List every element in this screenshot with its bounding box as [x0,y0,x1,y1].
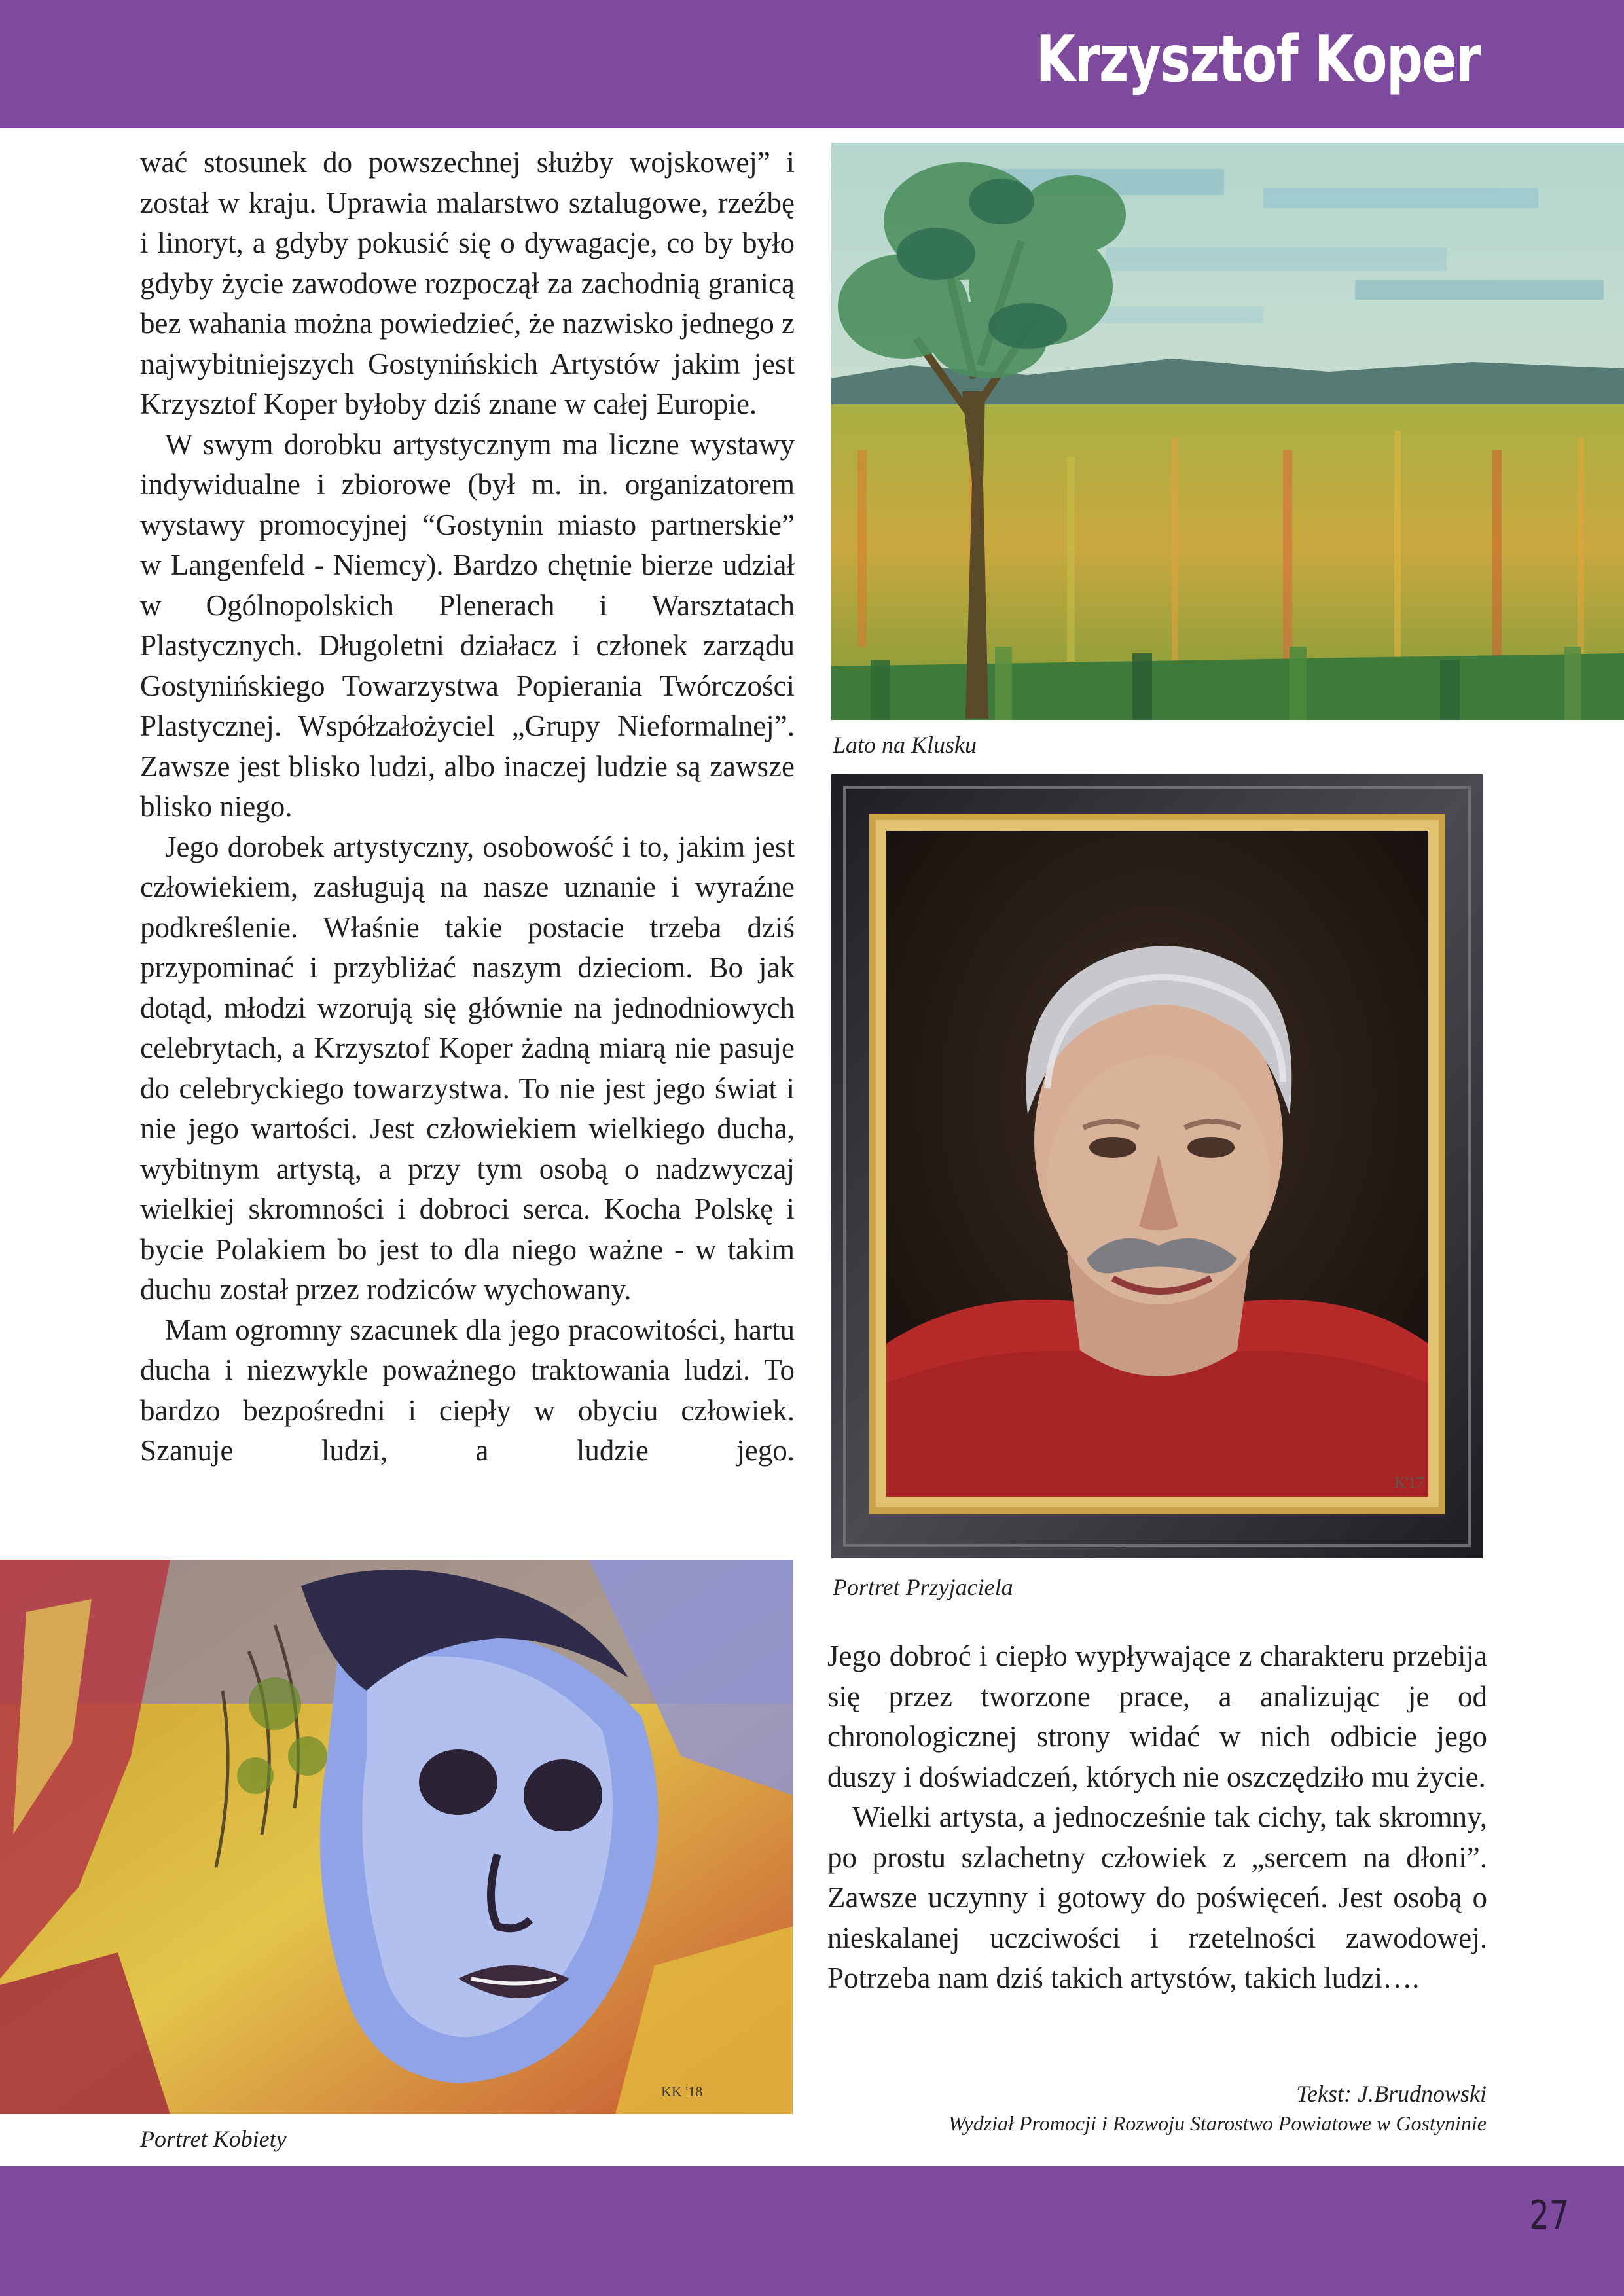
portrait-woman-image [0,1560,793,2114]
caption-landscape: Lato na Klusku [833,732,977,758]
landscape-painting-image [831,143,1624,720]
portrait-friend-image [831,774,1483,1558]
page-title: Krzysztof Koper [1036,22,1480,97]
paragraph: Jego dorobek artystyczny, osobowość i to, jakim jest człowiekiem, zasługują na nasze uznanie i wyraźne podkreślenie. Właśnie takie postacie trzeba dziś przypominać i przybliżać naszym dzieciom. Bo jak dotąd, młodzi wzorują się głównie na jednodniowych celebrytach, a Krzysztof Koper żadną miarą nie pasuje do celebryckiego towarzystwa. To nie jest jego świat i nie jego wartości. Jest człowiekiem wielkiego ducha, wybitnym artystą, a przy tym osobą o nadzwyczaj wielkiej skromności i dobroci serca. Kocha Polskę i bycie Polakiem bo jest to dla niego ważne - w takim duchu został przez rodziców wychowany. [140,830,795,1306]
paragraph: Jego dobroć i ciepło wypływające z charakteru przebija się przez tworzone prace, a analizując je od chronologicznej strony widać w nich odbicie jego duszy i doświadczeń, których nie oszczędziło mu życie. [827,1640,1487,1793]
author-credit: Tekst: J.Brudnowski [1296,2081,1487,2107]
footer-bar [0,2166,1624,2296]
header-bar [0,0,1624,128]
woman-signature: KK '18 [661,2083,703,2100]
page-number: 27 [1528,2193,1569,2238]
author-affiliation: Wydział Promocji i Rozwoju Starostwo Powiatowe w Gostyninie [948,2111,1487,2135]
paragraph: Mam ogromny szacunek dla jego pracowitości, hartu ducha i niezwykle poważnego traktowania ludzi. To bardzo bezpośredni i ciepły w obyciu człowiek. Szanuje ludzi, a ludzie jego. [140,1313,795,1467]
paragraph: W swym dorobku artystycznym ma liczne wystawy indywidualne i zbiorowe (był m. in. organizatorem wystawy promocyjnej “Gostynin miasto partnerskie” w Langenfeld - Niemcy). Bardzo chętnie bierze udział w Ogólnopolskich Plenerach i Warsztatach Plastycznych. Długoletni działacz i członek zarządu Gostynińskiego Towarzystwa Popierania Twórczości Plastycznej. Współzałożyciel „Grupy Nieformalnej”. Zawsze jest blisko ludzi, albo inaczej ludzie są zawsze blisko niego. [140,427,795,823]
caption-portrait-woman: Portret Kobiety [140,2126,287,2152]
painting-portrait-woman [0,1560,793,2114]
paragraph: Wielki artysta, a jednocześnie tak cichy, tak skromny, po prostu szlachetny człowiek z „sercem na dłoni”. Zawsze uczynny i gotowy do poświęceń. Jest osobą o nieskalanej uczciwości i rzetelności zawodowej. Potrzeba nam dziś takich artystów, takich ludzi…. [827,1801,1487,1994]
painting-landscape [831,143,1624,720]
right-text-column [827,1636,1487,1999]
caption-portrait-friend: Portret Przyjaciela [833,1574,1013,1600]
painting-portrait-friend [831,774,1483,1558]
paragraph: wać stosunek do powszechnej służby wojskowej” i został w kraju. Uprawia malarstwo sztalugowe, rzeźbę i linoryt, a gdyby pokusić się o dywagacje, co by było gdyby życie zawodowe rozpoczął za zachodnią granicą bez wahania można powiedzieć, że nazwisko jednego z najwybitniejszych Gostynińskich Artystów jakim jest Krzysztof Koper byłoby dziś znane w całej Europie. [140,146,795,420]
left-text-column [140,143,795,1471]
portrait-signature: K'17 [1394,1475,1424,1492]
